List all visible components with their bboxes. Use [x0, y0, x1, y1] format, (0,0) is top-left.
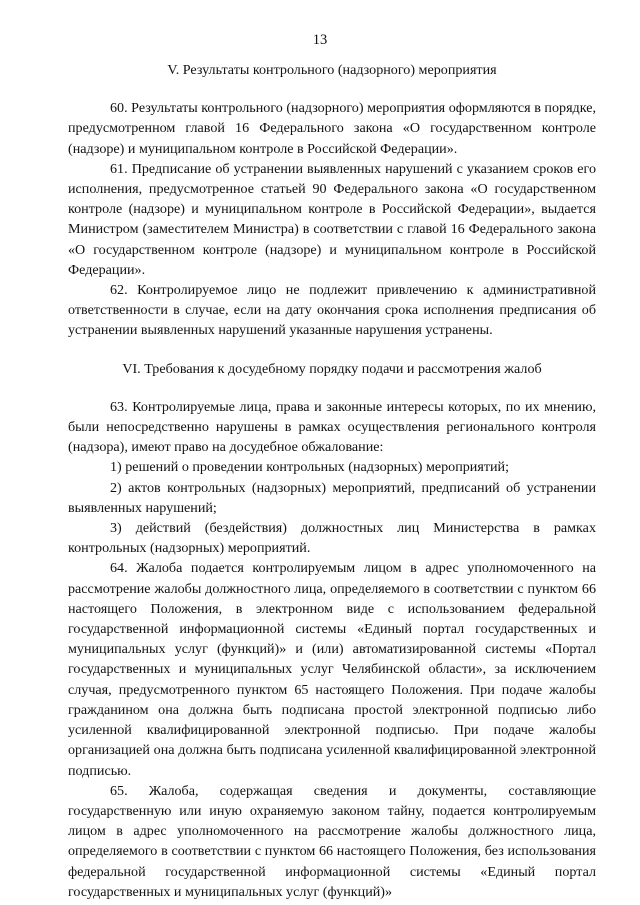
- list-item-3: 3) действий (бездействия) должностных лиц Министерства в рамках контрольных (надзорных) мероприятий.: [68, 520, 596, 557]
- paragraph-63: 63. Контролируемые лица, права и законные интересы которых, по их мнению, были непосредственно нарушены в рамках осуществления регионального контроля (надзора), имеют право на досудебное обжалование:: [68, 398, 596, 456]
- section-heading-vi: VI. Требования к досудебному порядку подачи и рассмотрения жалоб: [122, 360, 542, 377]
- paragraph-61: 61. Предписание об устранении выявленных нарушений с указанием сроков его исполнения, предусмотренное статьей 90 Федерального закона «О государственном контроле (надзоре) и муниципальном контроле в Российской Федерации», выдается Министром (заместителем Министра) в соответствии с главой 16 Федерального закона «О государственном контроле (надзоре) и муниципальном контроле в Российской Федерации».: [68, 160, 596, 278]
- paragraph-62: 62. Контролируемое лицо не подлежит привлечению к административной ответственности в случае, если на дату окончания срока исполнения предписания об устранении выявленных нарушений указанные нарушения устранены.: [68, 282, 596, 339]
- paragraph-65: 65. Жалоба, содержащая сведения и документы, составляющие государственную или иную охраняемую законом тайну, подается контролируемым лицом в адрес уполномоченного на рассмотрение жалобы должностного лица, определяемого в соответствии с пунктом 66 настоящего Положения, без использования федеральной государственной информационной системы «Единый портал государственных и муниципальных услуг (функций)»: [68, 782, 596, 900]
- paragraph-64: 64. Жалоба подается контролируемым лицом в адрес уполномоченного на рассмотрение жалобы должностного лица, определяемого в соответствии с пунктом 66 настоящего Положения, в электронном виде с использованием федеральной государственной информационной системы «Единый портал государственных и муниципальных услуг (функций)» и (или) автоматизированной системы «Портал государственных и муниципальных услуг Челябинской области», за исключением случая, предусмотренного пунктом 65 настоящего Положения. При подаче жалобы гражданином она должна быть подписана простой электронной подписью либо усиленной квалифицированной электронной подписью. При подаче жалобы организацией она должна быть подписана усиленной квалифицированной электронной подписью.: [68, 560, 596, 779]
- list-item-2: 2) актов контрольных (надзорных) мероприятий, предписаний об устранении выявленных нарушений;: [68, 479, 596, 516]
- page-number: 13: [312, 32, 328, 48]
- section-heading-v: V. Результаты контрольного (надзорного) мероприятия: [167, 62, 497, 78]
- paragraph-60: 60. Результаты контрольного (надзорного) мероприятия оформляются в порядке, предусмотренном главой 16 Федерального закона «О государственном контроле (надзоре) и муниципальном контроле в Российской Федерации».: [68, 100, 596, 157]
- list-item-1: 1) решений о проведении контрольных (надзорных) мероприятий;: [110, 459, 509, 476]
- document-body: [68, 60, 596, 902]
